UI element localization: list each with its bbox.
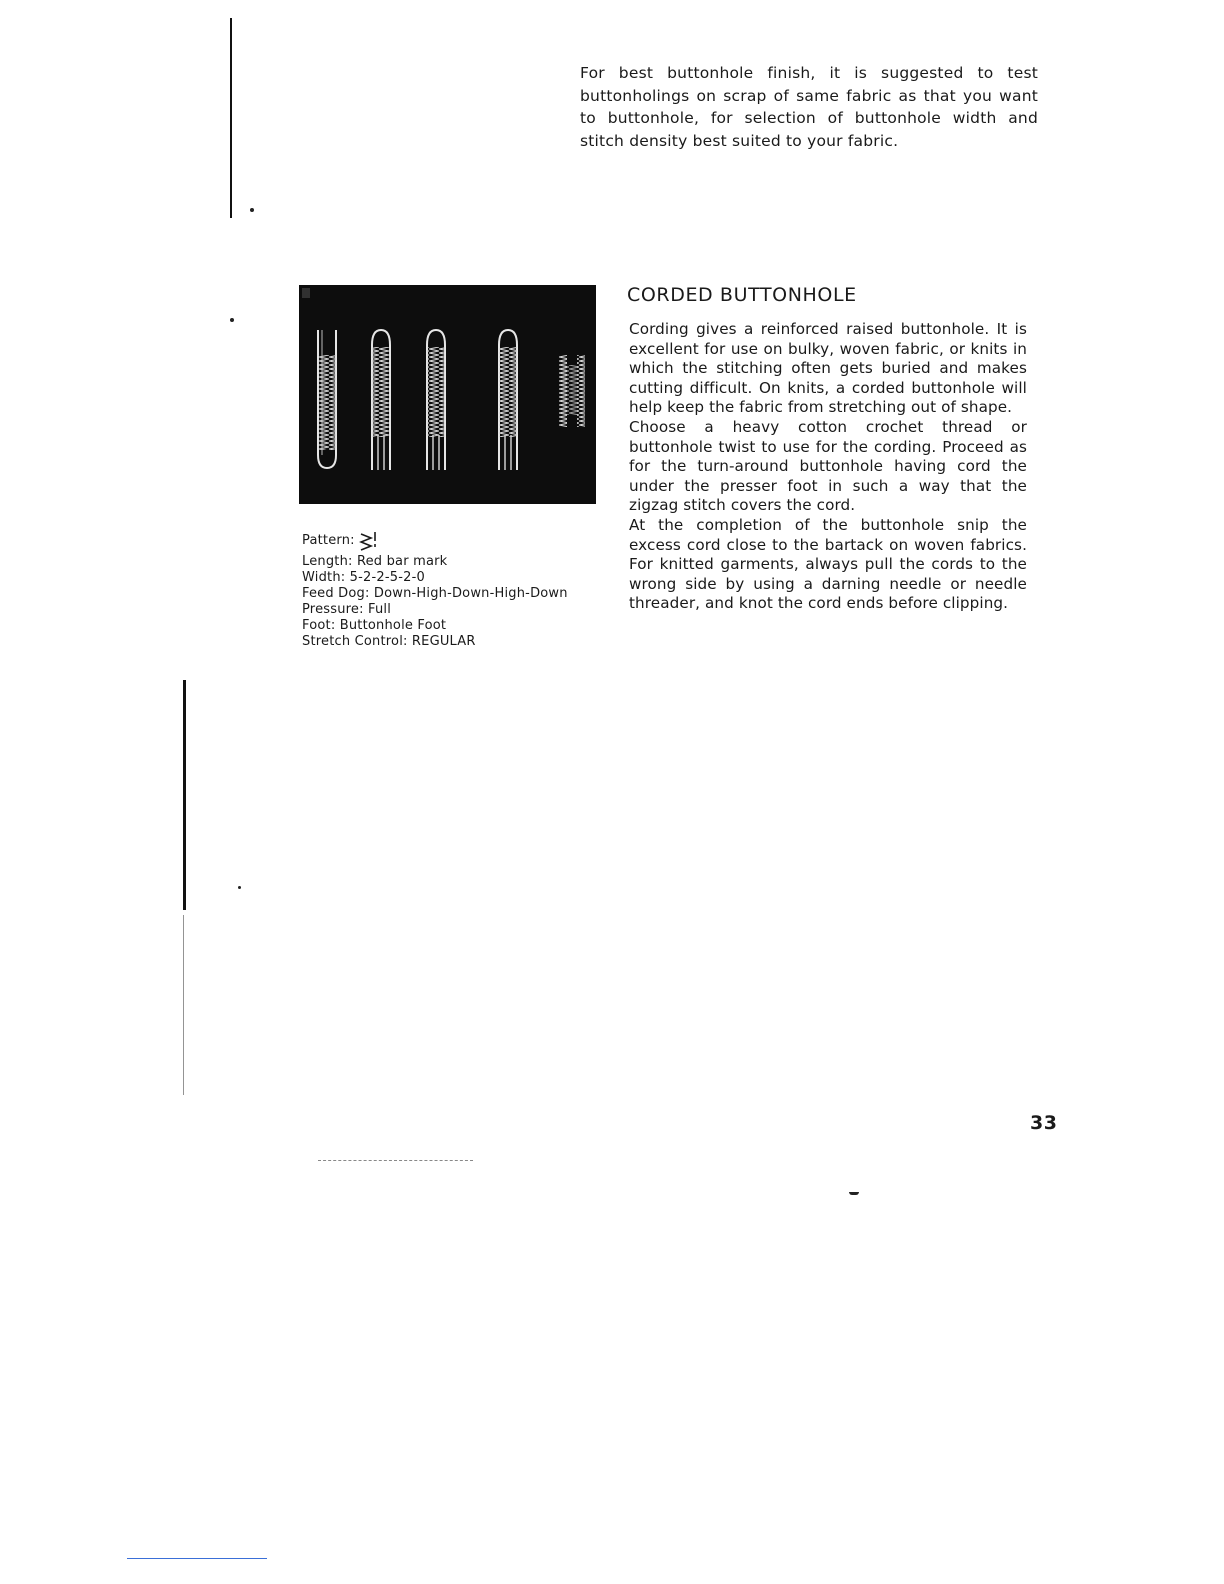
feed-dog-setting: Feed Dog: Down-High-Down-High-Down [302,586,568,601]
page-number: 33 [1030,1112,1058,1134]
section-title: CORDED BUTTONHOLE [627,284,857,306]
scan-speck [250,208,254,212]
buttonhole-sample-1 [318,330,336,468]
width-setting: Width: 5-2-2-5-2-0 [302,570,425,585]
scan-speck [238,886,241,889]
paragraph-completion: At the completion of the buttonhole snip the excess cord close to the bartack on woven fabrics. For knitted garments, always pull the cords to the wrong side by using a darning needle or needle threader, and knot the cord ends before clipping. [629,515,1027,613]
length-setting: Length: Red bar mark [302,554,448,569]
stretch-control-setting: Stretch Control: REGULAR [302,634,476,649]
stitch-sample-photo [299,285,596,504]
scan-speck [849,1192,859,1195]
pressure-setting: Pressure: Full [302,602,392,617]
scan-margin-line-dotted [183,915,184,1095]
paragraph-choose: Choose a heavy cotton crochet thread or buttonhole twist to use for the cording. Proceed as for the turn-around buttonhole having cord the under the presser foot in such a way that the zigzag stitch covers the cord. [629,417,1027,515]
pattern-row [302,528,568,554]
section-body [629,320,1027,614]
buttonhole-sample-3 [427,330,445,470]
scan-dash-line [318,1160,473,1161]
scan-margin-line-top [230,18,232,218]
buttonhole-sample-4 [499,330,517,470]
buttonhole-sample-2 [372,330,390,470]
footer-underline [127,1558,267,1559]
foot-setting: Foot: Buttonhole Foot [302,618,447,633]
corded-buttonhole-stitch-samples-icon [299,285,596,504]
paragraph-cording: Cording gives a reinforced raised buttonhole. It is excellent for use on bulky, woven fabric, or knits in which the stitching often gets buried and makes cutting difficult. On knits, a corded buttonhole will help keep the fabric from stretching out of shape. [629,320,1027,417]
zigzag-stitch-icon [359,529,377,553]
scan-margin-line-bottom [183,680,186,910]
scan-speck [230,318,234,322]
intro-paragraph: For best buttonhole finish, it is suggested to test buttonholings on scrap of same fabric as that you want to buttonhole, for selection of buttonhole width and stitch density best suited to your fabric. [580,64,1038,150]
stitch-settings [302,528,568,650]
pattern-label: Pattern: [302,533,355,548]
buttonhole-sample-5 [559,355,585,427]
